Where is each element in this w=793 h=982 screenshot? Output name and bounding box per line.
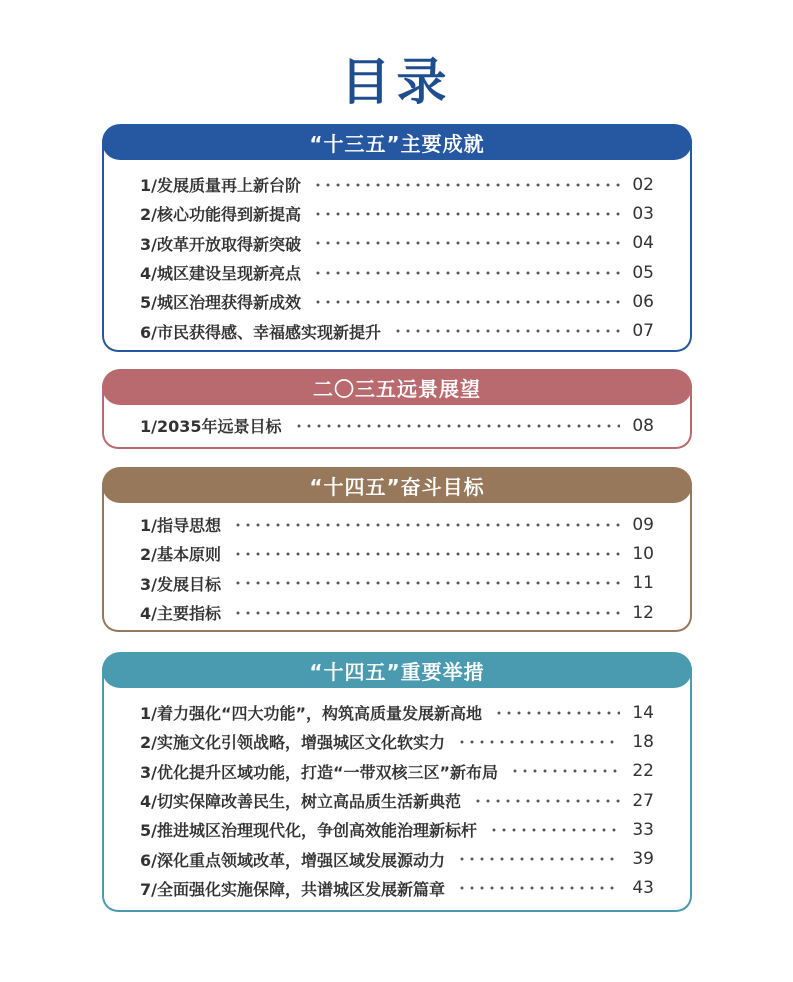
entry-page: 12 — [632, 602, 654, 623]
entry-page: 03 — [632, 203, 654, 224]
entry-page: 18 — [632, 731, 654, 752]
toc-entry[interactable] — [140, 316, 654, 345]
toc-entry[interactable] — [140, 844, 654, 873]
dot-leader — [457, 845, 620, 874]
entry-label: 3/优化提升区域功能，打造“一带双核三区”新布局 — [140, 762, 499, 782]
entry-label: 4/城区建设呈现新亮点 — [140, 264, 301, 284]
dot-leader — [473, 786, 620, 815]
toc-entry[interactable] — [140, 598, 654, 627]
dot-leader — [233, 539, 620, 568]
entry-label: 3/改革开放取得新突破 — [140, 234, 301, 254]
entry-page: 33 — [632, 819, 654, 840]
entry-label: 4/切实保障改善民生，树立高品质生活新典范 — [140, 792, 461, 812]
toc-entry[interactable] — [140, 539, 654, 568]
toc-entry[interactable] — [140, 170, 654, 199]
dot-leader — [294, 411, 620, 440]
entry-page: 09 — [632, 514, 654, 535]
entry-label: 4/主要指标 — [140, 604, 221, 624]
entry-label: 3/发展目标 — [140, 574, 221, 594]
toc-entry[interactable] — [140, 411, 654, 440]
dot-leader — [457, 874, 620, 903]
toc-entry[interactable] — [140, 727, 654, 756]
dot-leader — [494, 698, 620, 727]
entry-page: 06 — [632, 291, 654, 312]
dot-leader — [489, 815, 620, 844]
entry-label: 6/深化重点领域改革，增强区域发展源动力 — [140, 850, 445, 870]
dot-leader — [313, 229, 620, 258]
dot-leader — [233, 569, 620, 598]
dot-leader — [393, 317, 620, 346]
entry-label: 5/推进城区治理现代化，争创高效能治理新标杆 — [140, 821, 477, 841]
entry-page: 05 — [632, 262, 654, 283]
entry-page: 08 — [632, 415, 654, 436]
entry-page: 04 — [632, 233, 654, 254]
entry-page: 14 — [632, 702, 654, 723]
entry-page: 10 — [632, 543, 654, 564]
entry-label: 2/实施文化引领战略，增强城区文化软实力 — [140, 733, 445, 753]
dot-leader — [313, 287, 620, 316]
entry-label: 1/发展质量再上新台阶 — [140, 176, 301, 196]
dot-leader — [233, 510, 620, 539]
toc-entry[interactable] — [140, 287, 654, 316]
section-header[interactable]: “十四五”重要举措 — [102, 652, 692, 688]
entry-label: 7/全面强化实施保障，共谱城区发展新篇章 — [140, 879, 445, 899]
entry-page: 27 — [632, 790, 654, 811]
dot-leader — [457, 727, 620, 756]
toc-entry[interactable] — [140, 698, 654, 727]
section-header[interactable]: “十四五”奋斗目标 — [102, 467, 692, 503]
section-header[interactable]: “十三五”主要成就 — [102, 124, 692, 160]
dot-leader — [313, 170, 620, 199]
toc-entry[interactable] — [140, 510, 654, 539]
section-goals — [102, 474, 692, 632]
entry-label: 2/基本原则 — [140, 545, 221, 565]
entry-page: 22 — [632, 761, 654, 782]
dot-leader — [510, 757, 620, 786]
toc-entry[interactable] — [140, 874, 654, 903]
entry-label: 1/着力强化“四大功能”，构筑高质量发展新高地 — [140, 704, 483, 724]
section-header[interactable]: 二〇三五远景展望 — [102, 369, 692, 405]
page-title: 目录 — [340, 52, 453, 111]
entry-page: 02 — [632, 174, 654, 195]
entry-label: 5/城区治理获得新成效 — [140, 293, 301, 313]
entry-page: 07 — [632, 321, 654, 342]
toc-entry[interactable] — [140, 569, 654, 598]
entry-label: 2/核心功能得到新提高 — [140, 205, 301, 225]
entry-label: 1/2035年远景目标 — [140, 417, 282, 437]
dot-leader — [233, 598, 620, 627]
dot-leader — [313, 258, 620, 287]
section-vision-2035 — [102, 376, 692, 449]
entry-label: 6/市民获得感、幸福感实现新提升 — [140, 322, 381, 342]
entry-page: 43 — [632, 878, 654, 899]
dot-leader — [313, 199, 620, 228]
entry-label: 1/指导思想 — [140, 516, 221, 536]
toc-entry[interactable] — [140, 229, 654, 258]
section-achievements — [102, 131, 692, 352]
toc-entry[interactable] — [140, 199, 654, 228]
entry-page: 39 — [632, 849, 654, 870]
entry-page: 11 — [632, 573, 654, 594]
section-measures — [102, 659, 692, 912]
toc-entry[interactable] — [140, 815, 654, 844]
toc-entry[interactable] — [140, 258, 654, 287]
toc-entry[interactable] — [140, 757, 654, 786]
toc-entry[interactable] — [140, 786, 654, 815]
